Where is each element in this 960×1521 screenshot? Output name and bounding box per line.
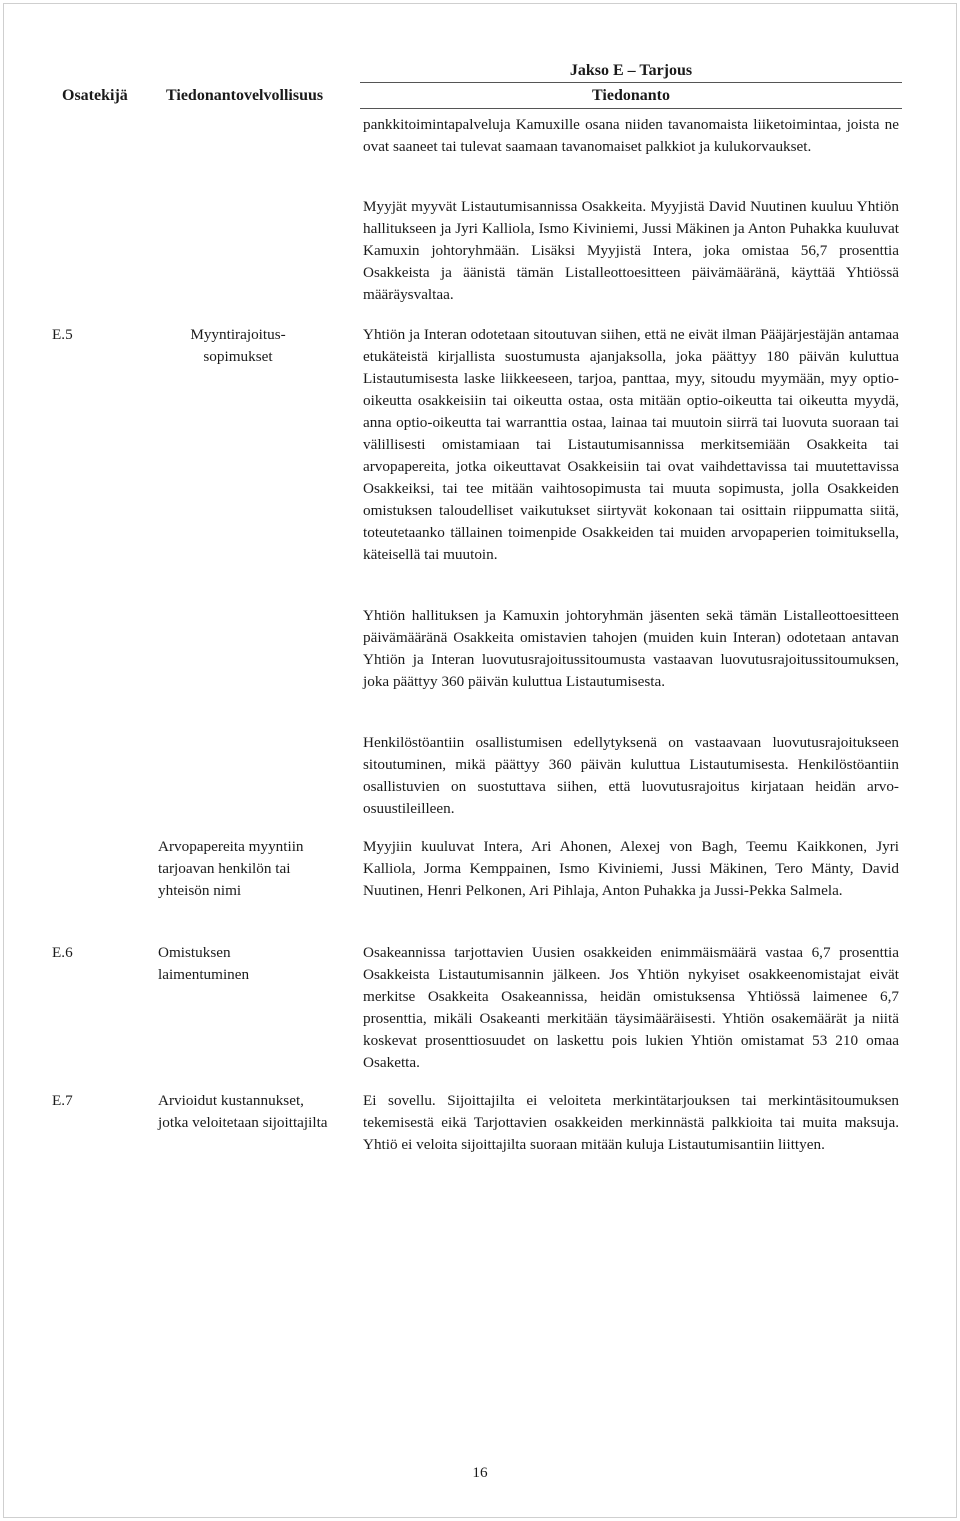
e5-paragraph-4: Myyjiin kuuluvat Intera, Ari Ahonen, Alexej von Bagh, Teemu Kaikkonen, Jyri Kalliola, Jorma Kemppainen, Ismo Kiviniemi, Jussi Mäkinen, Tero Mänty, David Nuutinen, Henri Pelkonen, Ari Pihlaja, Anton Puhakka ja Jussi-Pekka Salmela. [363, 838, 899, 899]
e5-sub-label: Arvopapereita myyntiin tarjoavan henkilön tai yhteisön nimi [158, 838, 304, 899]
intro-paragraph-1: pankkitoimintapalveluja Kamuxille osana niiden tavanomaista liiketoimintaa, joista ne ovat saaneet tai tulevat saamaan tavanomaiset palkkiot ja kulukorvaukset. [363, 116, 899, 155]
e7-code: E.7 [52, 1092, 73, 1109]
e5-paragraph-3: Henkilöstöantiin osallistumisen edellytyksenä on vastaavaan luovutusrajoitukseen sitoutuminen, mikä päättyy 360 päivän kuluttua Listautumisesta. Henkilöstöantiin osallistuvien on suostuttava siihen, että luovutusrajoitus kirjataan heidän arvo-osuustileilleen. [363, 734, 899, 817]
e7-label: Arvioidut kustannukset, jotka veloitetaan sijoittajilta [158, 1092, 328, 1131]
e6-paragraph: Osakeannissa tarjottavien Uusien osakkeiden enimmäismäärä vastaa 6,7 prosenttia Osakkeista Listautumisannin jälkeen. Jos Yhtiön nykyiset osakkeenomistajat eivät merkitse Osakkeita Osakeannissa, heidän omistuksensa Yhtiössä laimenee 6,7 prosenttia, mikäli Osakeanti merkitään täysimääräisesti. Yhtiön osakemäärät ja niitä koskevat prosenttiosuudet on laskettu pois lukien Yhtiön omistamat 53 210 omaa Osaketta. [363, 944, 899, 1071]
column-header-tiedonanto: Tiedonanto [592, 87, 670, 104]
e5-code: E.5 [52, 326, 73, 343]
e5-paragraph-2: Yhtiön hallituksen ja Kamuxin johtoryhmän jäsenten sekä tämän Listalleottoesitteen päivämääränä Osakkeita omistavien tahojen (muiden kuin Interan) odotetaan antavan Yhtiön ja Interan luovutusrajoitussitoumusta vastaavan luovutusrajoitussitoumuksen, joka päättyy 360 päivän kuluttua Listautumisesta. [363, 607, 899, 690]
header-rule-top [360, 82, 902, 83]
e5-label: Myyntirajoitus-sopimukset [190, 326, 286, 365]
column-header-osatekija: Osatekijä [62, 87, 128, 104]
section-title: Jakso E – Tarjous [569, 62, 693, 79]
e5-paragraph-1: Yhtiön ja Interan odotetaan sitoutuvan siihen, että ne eivät ilman Pääjärjestäjän antamaa etukäteistä kirjallista suostumusta ajanjaksolla, joka päättyy 180 päivän kuluttua Listautumisesta laske liikkeeseen, tarjoa, panttaa, myy, sitoudu myymään, myy optio-oikeutta osakkeisiin tai oikeutta ostaa, osta mitään optio-oikeutta tai oikeutta myydä, anna optio-oikeutta tai warranttia ostaa, lainaa tai muutoin siirrä tai luovuta suoraan tai välillisesti omistamiaan tai Listautumisannissa merkitsemiään Osakkeita tai arvopapereita, jotka oikeuttavat Osakkeisiin tai ovat vaihdettavissa tai muutettavissa Osakkeiksi, tai tee mitään vaihtosopimusta tai muuta sopimusta, jolla Osakkeiden omistuksen taloudelliset vaikutukset siirtyvät kokonaan tai osittain riippumatta siitä, toteutetaanko tällainen toimenpide Osakkeiden tai muiden arvopaperien toimituksella, käteisellä tai muutoin. [363, 326, 899, 563]
e6-label: Omistuksen laimentuminen [158, 944, 250, 983]
e7-paragraph: Ei sovellu. Sijoittajilta ei veloiteta merkintätarjouksen tai merkintäsitoumuksen tekemisestä eikä Tarjottavien osakkeiden merkinnästä palkkioita tai muita maksuja. Yhtiö ei veloita sijoittajilta suoraan mitään kuluja Listautumisantiin liittyen. [363, 1092, 899, 1153]
header-rule-bottom [360, 108, 902, 109]
intro-paragraph-2: Myyjät myyvät Listautumisannissa Osakkeita. Myyjistä David Nuutinen kuuluu Yhtiön hallitukseen ja Jyri Kalliola, Ismo Kiviniemi, Jussi Mäkinen ja Anton Puhakka kuuluvat Kamuxin johtoryhmään. Lisäksi Myyjistä Intera, joka omistaa 56,7 prosenttia Osakkeista ja äänistä tämän Listalleottoesitteen päivämääränä, käyttää Yhtiössä määräysvaltaa. [363, 198, 899, 303]
page-number: 16 [472, 1464, 488, 1481]
column-header-tiedonantovelvollisuus: Tiedonantovelvollisuus [166, 87, 324, 104]
e6-code: E.6 [52, 944, 73, 961]
